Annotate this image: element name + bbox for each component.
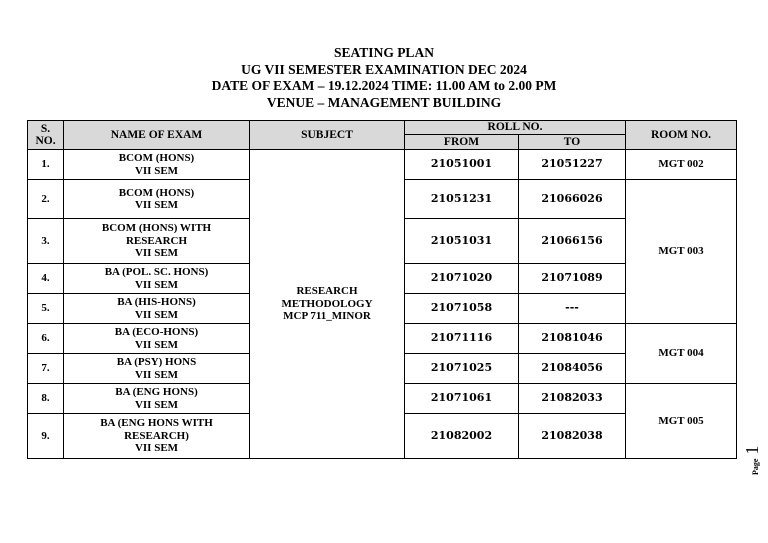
room-cell: MGT 003: [626, 180, 737, 324]
row-roll-from: 21071061: [405, 384, 519, 414]
room-cell: MGT 005: [626, 384, 737, 459]
row-roll-to: ---: [519, 294, 626, 324]
row-roll-to: 21081046: [519, 324, 626, 354]
header-to: TO: [519, 135, 626, 150]
row-roll-from: 21051031: [405, 219, 519, 264]
row-roll-from: 21051231: [405, 180, 519, 219]
row-roll-to: 21066156: [519, 219, 626, 264]
row-exam-name: BCOM (HONS) VII SEM: [64, 150, 250, 180]
row-exam-name: BCOM (HONS) VII SEM: [64, 180, 250, 219]
page-number-value: 1: [742, 445, 762, 455]
row-sno: 5.: [28, 294, 64, 324]
row-sno: 4.: [28, 264, 64, 294]
row-roll-from: 21082002: [405, 414, 519, 459]
row-roll-to: 21084056: [519, 354, 626, 384]
header-name-of-exam: NAME OF EXAM: [64, 121, 250, 150]
title-line-2: UG VII SEMESTER EXAMINATION DEC 2024: [241, 61, 527, 77]
row-roll-to: 21082033: [519, 384, 626, 414]
title-line-4: VENUE – MANAGEMENT BUILDING: [266, 94, 502, 110]
row-exam-name: BA (HIS-HONS) VII SEM: [64, 294, 250, 324]
header-roll-no: ROLL NO.: [405, 121, 626, 135]
row-exam-name: BA (ENG HONS) VII SEM: [64, 384, 250, 414]
row-roll-from: 21071025: [405, 354, 519, 384]
room-cell: MGT 004: [626, 324, 737, 384]
title-line-3: DATE OF EXAM – 19.12.2024 TIME: 11.00 AM to 2.00 PM: [211, 78, 557, 93]
row-sno: 6.: [28, 324, 64, 354]
row-exam-name: BA (POL. SC. HONS) VII SEM: [64, 264, 250, 294]
row-roll-from: 21071116: [405, 324, 519, 354]
row-sno: 9.: [28, 414, 64, 459]
page-label: Page: [751, 458, 760, 475]
header-subject: SUBJECT: [250, 121, 405, 150]
row-exam-name: BCOM (HONS) WITH RESEARCH VII SEM: [64, 219, 250, 264]
row-sno: 3.: [28, 219, 64, 264]
row-sno: 8.: [28, 384, 64, 414]
subject-cell: RESEARCH METHODOLOGY MCP 711_MINOR: [250, 150, 405, 459]
seating-plan-table: [27, 120, 737, 459]
row-roll-from: 21051001: [405, 150, 519, 180]
row-sno: 1.: [28, 150, 64, 180]
row-roll-from: 21071020: [405, 264, 519, 294]
title-line-1: SEATING PLAN: [334, 45, 434, 60]
row-exam-name: BA (ECO-HONS) VII SEM: [64, 324, 250, 354]
row-sno: 2.: [28, 180, 64, 219]
document-title: [0, 45, 768, 111]
room-cell: MGT 002: [626, 150, 737, 180]
row-exam-name: BA (PSY) HONS VII SEM: [64, 354, 250, 384]
row-roll-to: 21082038: [519, 414, 626, 459]
row-sno: 7.: [28, 354, 64, 384]
table-row: [28, 150, 737, 180]
row-exam-name: BA (ENG HONS WITH RESEARCH) VII SEM: [64, 414, 250, 459]
row-roll-from: 21071058: [405, 294, 519, 324]
page-number: [742, 446, 763, 475]
row-roll-to: 21071089: [519, 264, 626, 294]
header-from: FROM: [405, 135, 519, 150]
header-room-no: ROOM NO.: [626, 121, 737, 150]
row-roll-to: 21051227: [519, 150, 626, 180]
row-roll-to: 21066026: [519, 180, 626, 219]
header-sno: S. NO.: [28, 121, 64, 150]
